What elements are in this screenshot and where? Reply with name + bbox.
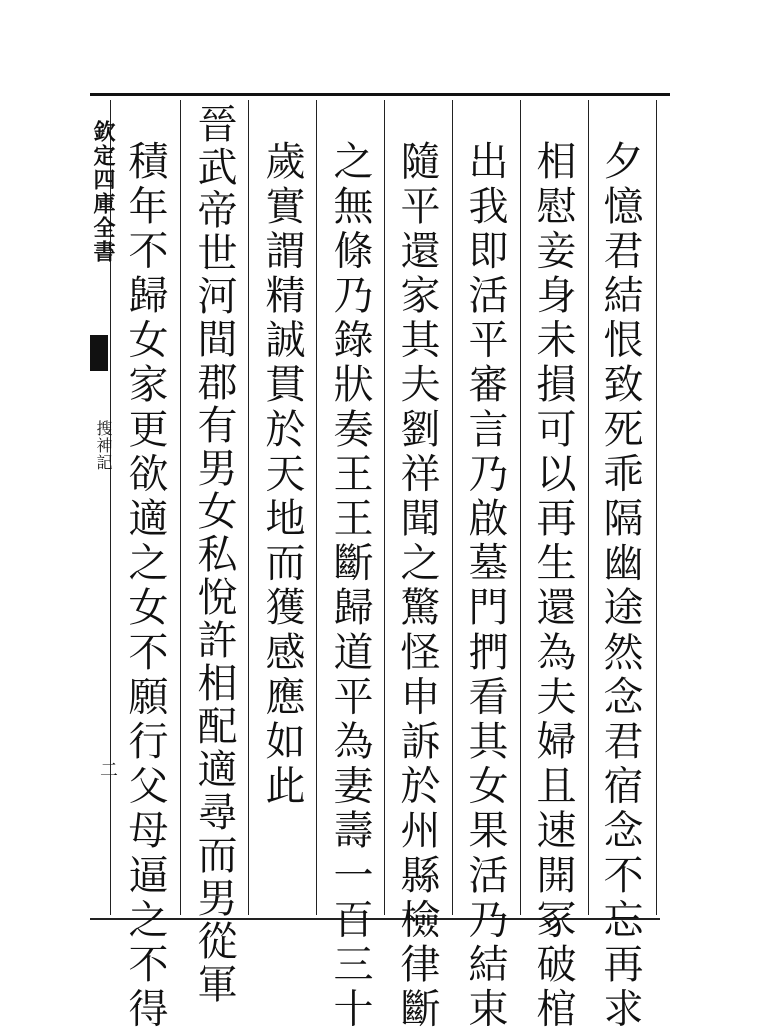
page-frame-top	[90, 93, 670, 96]
text-column-3: 出我即活平審言乃啟墓門捫看其女果活乃結束	[462, 140, 508, 1032]
text-column-5: 之無條乃錄狀奏王王斷歸道平為妻壽一百三十	[327, 140, 373, 1032]
margin-fishtail-block	[90, 335, 108, 371]
column-rule	[656, 100, 657, 915]
margin-collection-title: 欽定四庫全書	[90, 120, 116, 264]
text-column-6: 歲實謂精誠貫於天地而獲感應如此	[259, 140, 305, 809]
column-rule	[588, 100, 589, 915]
text-column-7: 晉武帝世河間郡有男女私悅許相配適尋而男從軍	[191, 103, 237, 1006]
column-rule	[248, 100, 249, 915]
text-column-2: 相慰妾身未損可以再生還為夫婦且速開冢破棺	[530, 140, 576, 1032]
column-rule	[452, 100, 453, 915]
column-rule	[384, 100, 385, 915]
column-rule	[316, 100, 317, 915]
margin-book-title: 搜神記	[94, 420, 113, 471]
text-column-4: 隨平還家其夫劉祥聞之驚怪申訴於州縣檢律斷	[394, 140, 440, 1032]
margin-page-number: 二	[97, 760, 118, 778]
column-rule	[520, 100, 521, 915]
text-column-1: 夕憶君結恨致死乖隔幽途然念君宿念不忘再求	[597, 140, 643, 1032]
column-rule	[180, 100, 181, 915]
text-column-8: 積年不歸女家更欲適之女不願行父母逼之不得	[122, 140, 168, 1032]
